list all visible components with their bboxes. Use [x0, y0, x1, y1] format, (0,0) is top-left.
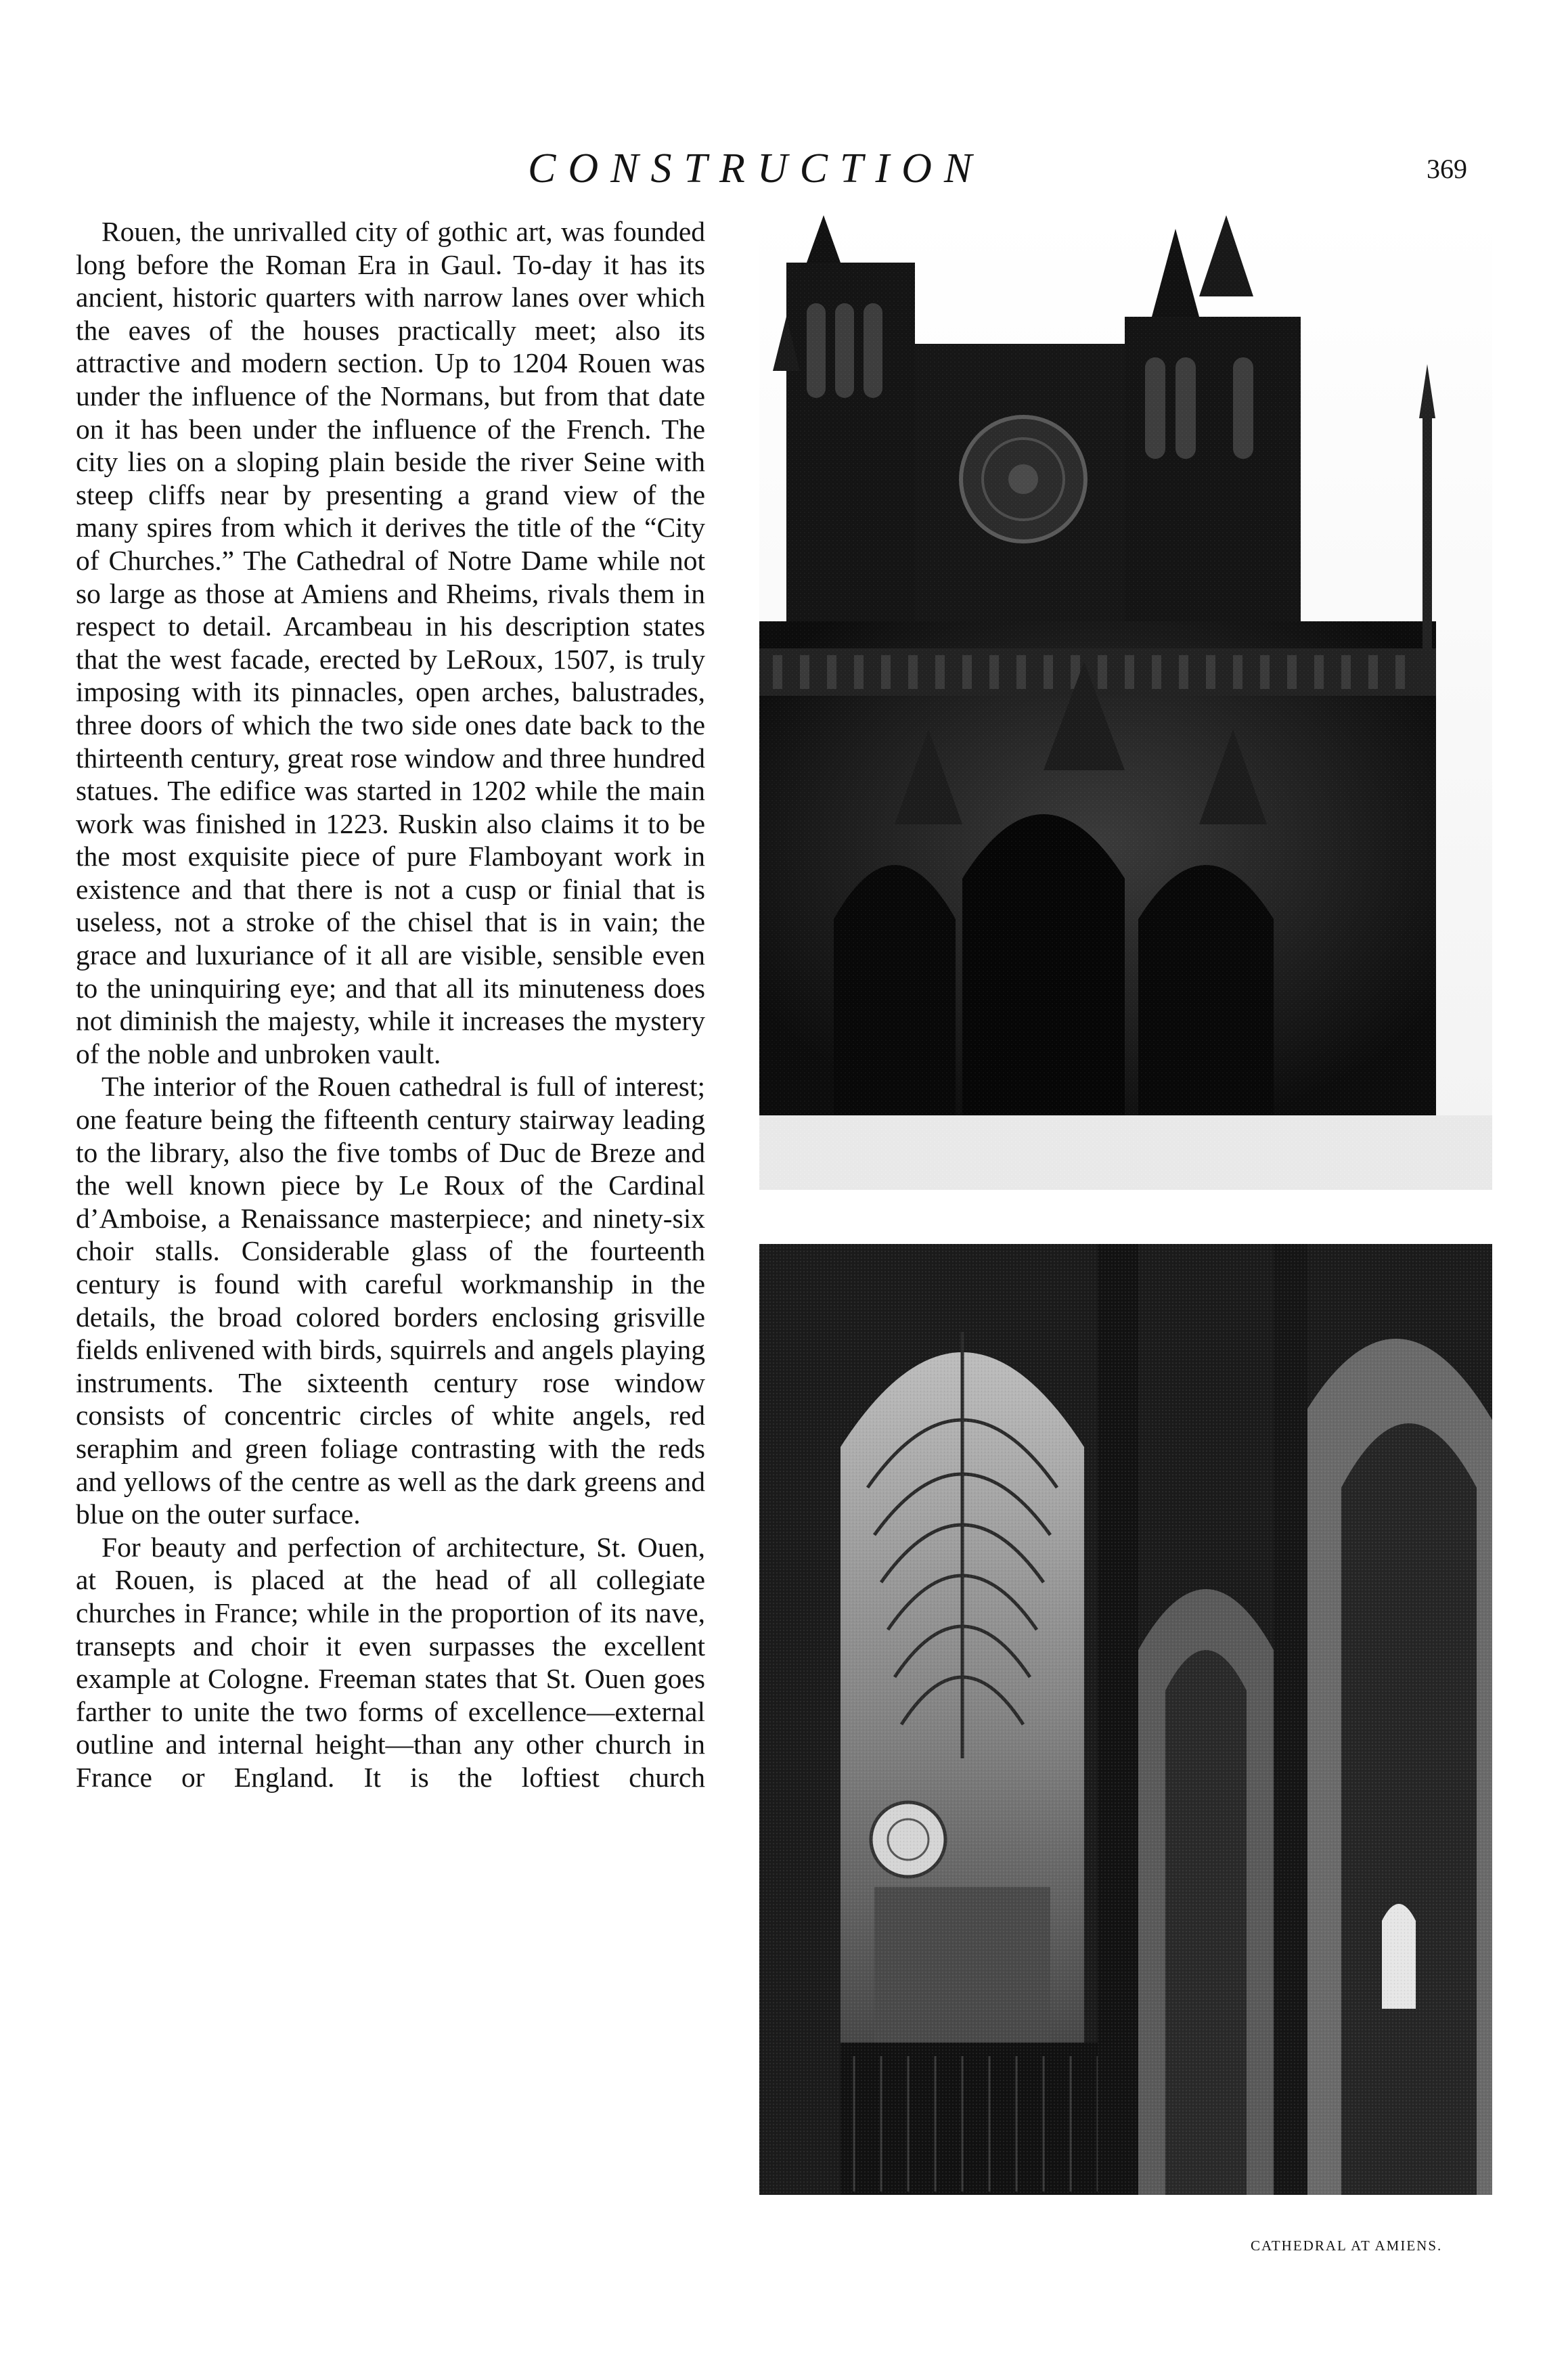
- figure-caption: CATHEDRAL AT AMIENS.: [1251, 2237, 1443, 2254]
- cathedral-interior-photo: [759, 1244, 1492, 2195]
- paragraph-st-ouen: For beauty and perfection of architecture, St. Ouen, at Rouen, is placed at the head of all collegiate churches in France; while in the proportion of its nave, transepts and choir it even surpasses the excellent example at Cologne. Freeman states that St. Ouen goes farther to unite the two forms of excellence—external outline and internal height—than any other church in France or England. It is the loftiest church: [76, 1531, 705, 1793]
- running-title: CONSTRUCTION: [528, 146, 985, 192]
- cathedral-exterior-photo: [759, 215, 1492, 1190]
- article-text-column: [76, 215, 705, 1794]
- paragraph-rouen-history: Rouen, the unrivalled city of gothic art, was founded long before the Roman Era in Gaul. To-day it has its ancient, historic quarters with narrow lanes over which the eaves of the houses practically meet; also its attractive and modern section. Up to 1204 Rouen was under the influence of the Normans, but from that date on it has been under the influence of the French. The city lies on a sloping plain beside the river Seine with steep cliffs near by presenting a grand view of the many spires from which it derives the title of the “City of Churches.” The Cathedral of Notre Dame while not so large as those at Amiens and Rheims, rivals them in respect to detail. Arcambeau in his description states that the west facade, erected by LeRoux, 1507, is truly imposing with its pinnacles, open arches, balustrades, three doors of which the two side ones date back to the thirteenth century, great rose window and three hundred statues. The edifice was started in 1202 while the main work was finished in 1223. Ruskin also claims it to be the most exquisite piece of pure Flamboyant work in existence and that there is not a cusp or finial that is useless, not a stroke of the chisel that is in vain; the grace and luxuriance of it all are visible, sensible even to the uninquiring eye; and that all its minuteness does not diminish the majesty, while it increases the mystery of the noble and unbroken vault.: [76, 216, 705, 1069]
- page-number: 369: [1427, 154, 1467, 184]
- paragraph-rouen-interior: The interior of the Rouen cathedral is full of interest; one feature being the fifteenth century stairway leading to the library, also the five tombs of Duc de Breze and the well known piece by Le Roux of the Cardinal d’Amboise, a Renaissance masterpiece; and ninety-six choir stalls. Considerable glass of the fourteenth century is found with careful workmanship in the details, the broad colored borders enclosing grisville fields enlivened with birds, squirrels and angels playing instruments. The sixteenth century rose window consists of concentric circles of white angels, red seraphim and green foliage contrasting with the reds and yellows of the centre as well as the dark greens and blue on the outer surface.: [76, 1071, 705, 1530]
